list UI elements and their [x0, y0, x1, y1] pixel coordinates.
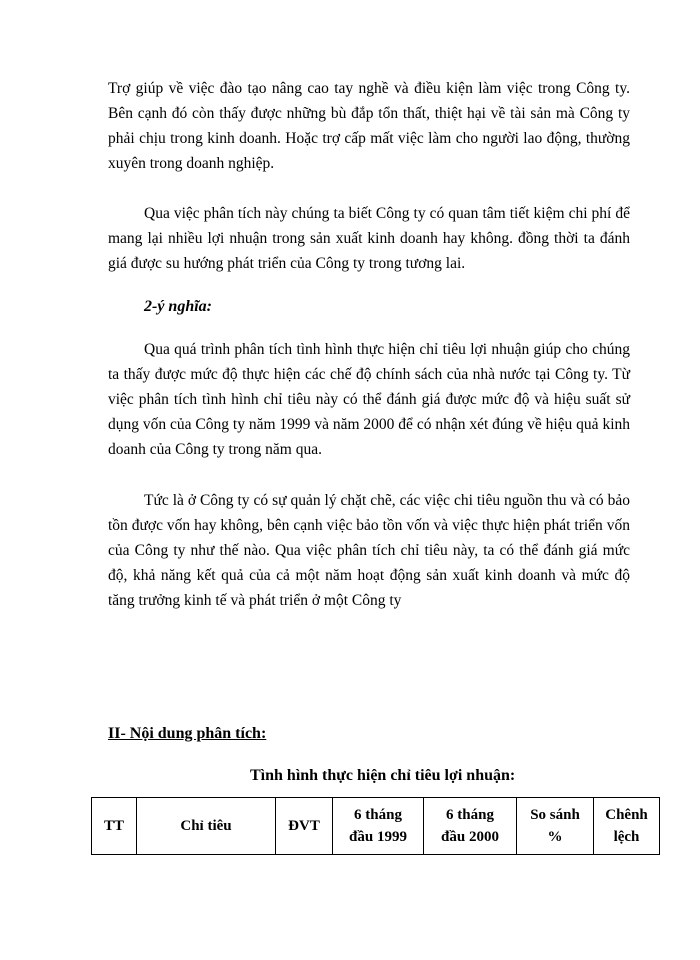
table-title: Tình hình thực hiện chỉ tiêu lợi nhuận:	[250, 767, 516, 784]
paragraph-cost-analysis: Qua việc phân tích này chúng ta biết Công ty có quan tâm tiết kiệm chi phí để mang lại nhiều lợi nhuận trong sản xuất kinh doanh hay không. đồng thời ta đánh giá được su hướng phát triển của Công ty trong tương lai.	[108, 205, 630, 272]
paragraph-training-support: Trợ giúp về việc đào tạo nâng cao tay nghề và điều kiện làm việc trong Công ty. Bên cạnh đó còn thấy được những bù đắp tổn thất, thiệt hại về tài sản mà Công ty phải chịu trong kinh doanh. Hoặc trợ cấp mất việc làm cho người lao động, thường xuyên trong doanh nghiệp.	[108, 80, 630, 172]
paragraph-capital-management: Tức là ở Công ty có sự quản lý chặt chẽ, các việc chi tiêu nguồn thu và có bảo tồn được vốn hay không, bên cạnh việc bảo tồn vốn và việc thực hiện phát triển vốn của Công ty như thế nào. Qua việc phân tích chỉ tiêu này, ta có thể đánh giá mức độ, khả năng kết quả của cả một năm hoạt động sản xuất kinh doanh và mức độ tăng trưởng kinh tế và phát triển ở một Công ty	[108, 492, 630, 609]
table-header-row	[92, 798, 660, 855]
profit-indicator-table	[91, 797, 660, 855]
col-header-tt: TT	[92, 798, 137, 855]
subheading-meaning: 2-ý nghĩa:	[144, 298, 212, 315]
col-header-6-thang-1999: 6 tháng đầu 1999	[333, 798, 424, 855]
col-header-so-sanh: So sánh %	[517, 798, 594, 855]
col-header-chenh-lech: Chênh lệch	[594, 798, 660, 855]
section-heading-analysis-content: II- Nội dung phân tích:	[108, 725, 267, 742]
col-header-6-thang-2000: 6 tháng đầu 2000	[424, 798, 517, 855]
col-header-chi-tieu: Chỉ tiêu	[137, 798, 276, 855]
col-header-dvt: ĐVT	[276, 798, 333, 855]
paragraph-profit-analysis: Qua quá trình phân tích tình hình thực hiện chỉ tiêu lợi nhuận giúp cho chúng ta thấy được mức độ thực hiện các chế độ chính sách của nhà nước tại Công ty. Từ việc phân tích tình hình chỉ tiêu này có thể đánh giá được mức độ và hiệu suất sử dụng vốn của Công ty năm 1999 và năm 2000 để có nhận xét đúng về hiệu quả kinh doanh của Công ty trong năm qua.	[108, 341, 630, 458]
